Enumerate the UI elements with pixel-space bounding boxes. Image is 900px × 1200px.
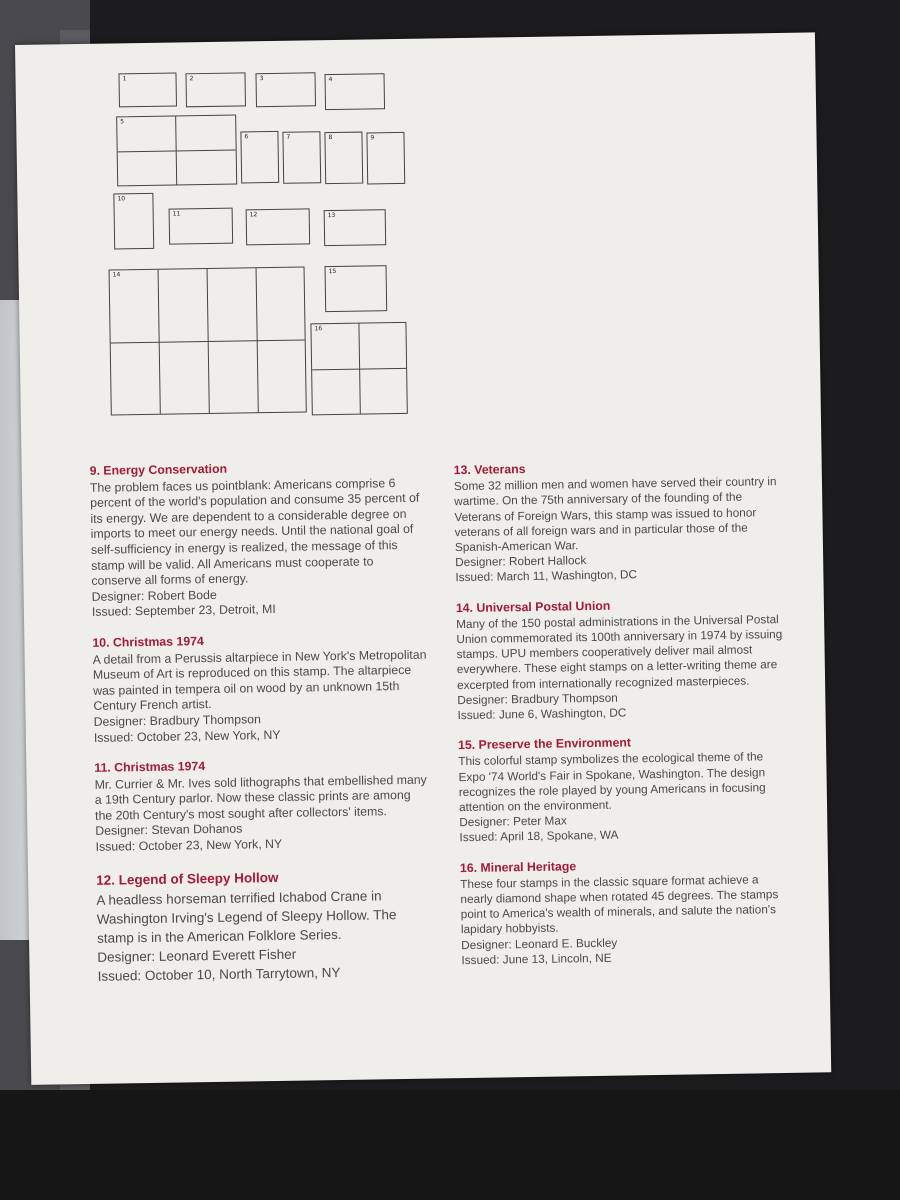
entry-body: A headless horseman terrified Ichabod Crane in Washington Irving's Legend of Sleepy Hollow. The stamp is in the American Folklore Series. [96,888,397,946]
entry-16 [460,856,792,969]
entry-designer: Designer: Bradbury Thompson [457,690,618,707]
entry-9 [90,459,427,621]
entry-designer: Designer: Leonard Everett Fisher [97,946,297,965]
entry-issued: Issued: June 13, Lincoln, NE [461,950,612,967]
entry-issued: Issued: October 23, New York, NY [95,836,283,854]
entry-designer: Designer: Robert Hallock [455,553,587,570]
stamp-slot-5: 5 [116,115,237,187]
entry-issued: Issued: September 23, Detroit, MI [91,602,276,620]
stamp-slot-3: 3 [255,72,316,107]
entry-title: 16. Mineral Heritage [459,858,577,875]
stamp-slot-7: 7 [282,131,321,184]
right-column [454,458,792,983]
entry-body: These four stamps in the classic square format achieve a nearly diamond shape when rotated 45 degrees. The stamps point to America's wealth of minerals, and salute the nation's lapidary hobbyists. [460,872,779,937]
left-column [90,459,433,1001]
entry-designer: Designer: Stevan Dohanos [95,821,243,839]
stamp-page [15,32,831,1084]
stamp-slot-2: 2 [185,72,246,107]
entry-title: 11. Christmas 1974 [94,759,206,775]
stamp-slot-6: 6 [240,131,279,184]
entry-title: 13. Veterans [453,462,526,478]
entry-issued: Issued: June 6, Washington, DC [457,705,627,723]
entry-designer: Designer: Leonard E. Buckley [461,935,618,952]
stamp-slot-12: 12 [246,208,311,245]
stamp-slot-13: 13 [324,209,387,246]
entry-designer: Designer: Peter Max [459,813,567,830]
entry-body: A detail from a Perussis altarpiece in New York's Metropolitan Museum of Art is reproduced on this stamp. The altarpiece was painted in tempera oil on wood by an unknown 15th Century French artist. [92,647,427,714]
entry-body: The problem faces us pointblank: Americans comprise 6 percent of the world's population and consume 35 percent of its energy. We are dependent to a considerable degree on imports to meet our energy needs. Until the national goal of self-sufficiency in energy is realized, the message of this stamp will be valid. All Americans must cooperate to conserve all forms of energy. [89,475,420,589]
stamp-layout-diagram [15,32,821,465]
entry-issued: Issued: October 23, New York, NY [93,727,281,745]
stamp-slot-8: 8 [324,132,363,185]
stamp-slot-11: 11 [169,208,234,245]
stamp-slot-15: 15 [325,265,388,312]
entry-12 [96,865,433,985]
entry-13 [454,458,786,586]
entry-body: Many of the 150 postal administrations in the Universal Postal Union commemorated its 100th anniversary in 1974 by issuing stamps. UPU members cooperatively deliver mail almost everywhere. These eight stamps on a letter-writing theme are excerpted from internationally recognized masterpieces. [456,611,783,692]
stamp-slot-1: 1 [118,72,177,107]
table-surface [0,1090,900,1200]
entry-title: 12. Legend of Sleepy Hollow [96,869,279,888]
entry-issued: Issued: October 10, North Tarrytown, NY [97,964,341,984]
entry-body: Mr. Currier & Mr. Ives sold lithographs that embellished many a 19th Century parlor. Now these classic prints are among the 20th Century's most sought after collectors' items. [94,772,427,823]
stamp-slot-14: 14 [109,266,307,415]
entry-title: 14. Universal Postal Union [455,598,611,615]
entry-title: 10. Christmas 1974 [92,634,204,650]
entry-10 [92,631,429,746]
stamp-slot-4: 4 [324,73,385,110]
stamp-slot-16: 16 [310,322,407,415]
entry-body: This colorful stamp symbolizes the ecological theme of the Expo '74 World's Fair in Spokane, Washington. The design recognizes the role played by young Americans in focusing attention on the environment. [458,749,766,815]
entry-11 [94,756,430,856]
entry-15 [458,733,790,846]
entry-14 [456,596,788,724]
entry-body: Some 32 million men and women have served their country in wartime. On the 75th anniversary of the founding of the Veterans of Foreign Wars, this stamp was issued to honor veterans of all foreign wars and in particular those of the Spanish-American War. [453,474,777,555]
entry-title: 9. Energy Conservation [89,461,228,478]
stamp-slot-9: 9 [366,132,405,185]
entry-designer: Designer: Bradbury Thompson [93,712,261,729]
stamp-slot-10: 10 [113,193,154,250]
entry-designer: Designer: Robert Bode [91,587,217,604]
entry-title: 15. Preserve the Environment [457,735,632,753]
entry-issued: Issued: April 18, Spokane, WA [459,828,619,845]
entry-issued: Issued: March 11, Washington, DC [455,567,638,585]
